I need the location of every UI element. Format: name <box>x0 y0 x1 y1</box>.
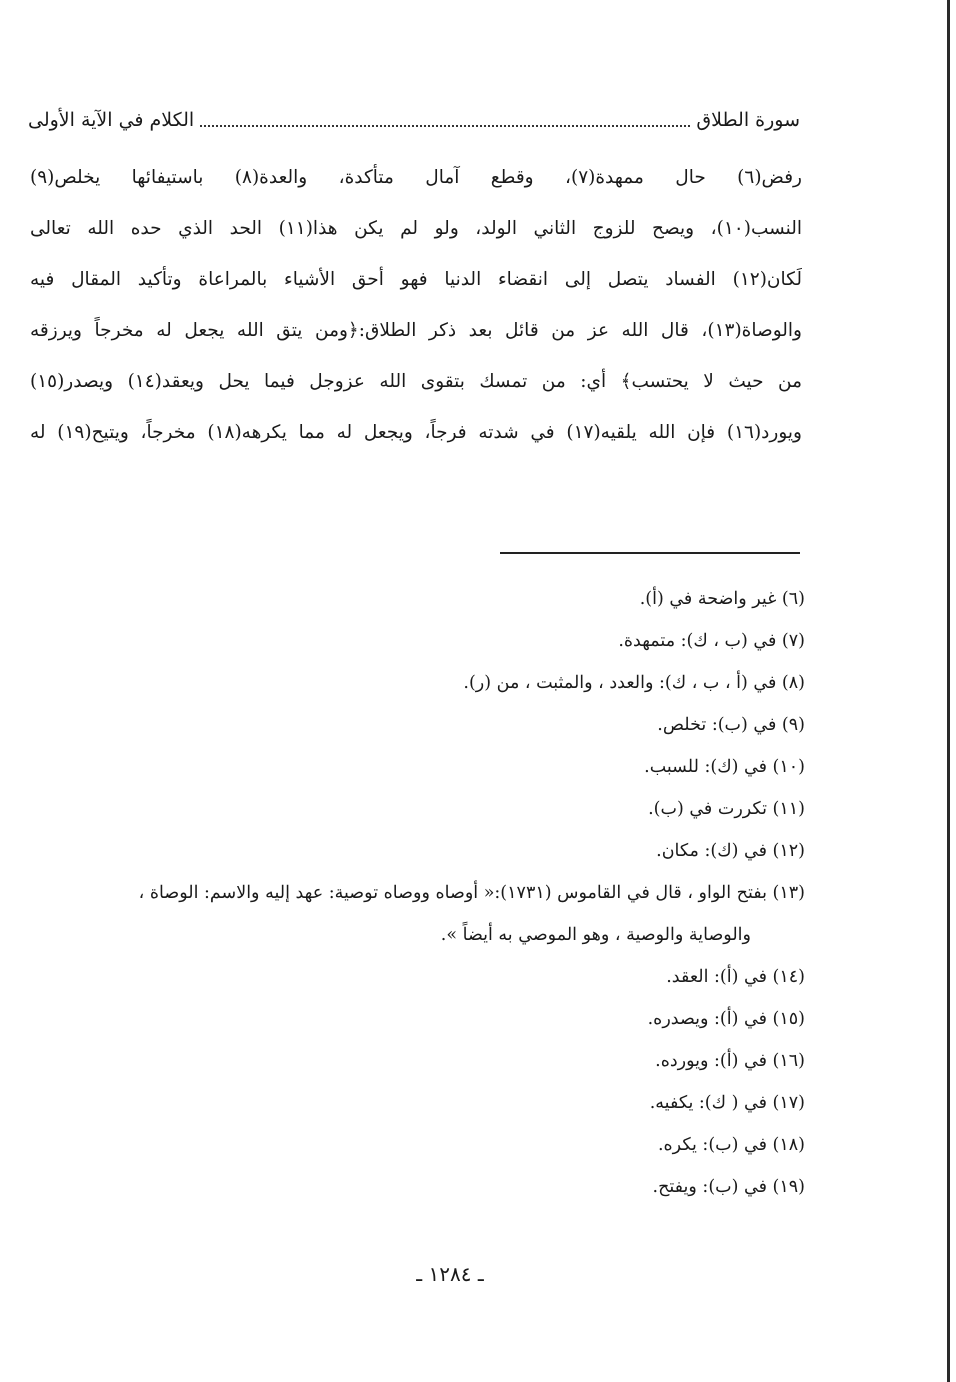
main-text <box>30 152 802 458</box>
footnote: (١٢) في (ك): مكان. <box>656 841 805 861</box>
footnote: (٩) في (ب): تخلص. <box>657 715 805 735</box>
footnote: (٨) في (أ ، ب ، ك): والعدد ، والمثبت ، من (ر). <box>463 673 805 693</box>
footnote: (١٥) في (أ): ويصدره. <box>647 1009 805 1029</box>
text-line: رفض(٦) حال ممهدة(٧)، وقطع آمال متأكدة، والعدة(٨) باستيفائها يخلص(٩) <box>30 167 802 188</box>
header-dot-leader <box>200 125 690 127</box>
footnote: (٦) غير واضحة في (أ). <box>639 589 805 609</box>
footnote: (١٨) في (ب): يكره. <box>657 1135 805 1155</box>
footnote: (٧) في (ب ، ك): متمهدة. <box>618 631 805 651</box>
text-line: والوصاة(١٣)، قال الله عز من قائل بعد ذكر الطلاق:﴿ومن يتق الله يجعل له مخرجاً ويرزقه <box>30 320 802 341</box>
header-topic: الكلام في الآية الأولى <box>28 109 195 131</box>
text-line: من حيث لا يحتسب﴾ أي: من تمسك بتقوى الله عزوجل فيما يحل ويعقد(١٤) ويصدر(١٥) <box>30 371 802 392</box>
footnote: (١٠) في (ك): للسبب. <box>644 757 805 777</box>
footnote: (١٧) في ( ك): يكفيه. <box>649 1093 805 1113</box>
footnote: (١١) تكررت في (ب). <box>648 799 805 819</box>
footnote: (١٣) بفتح الواو ، قال في القاموس (١٧٣١):« أوصاه ووصاه توصية: عهد إليه والاسم: الوصاة ، <box>138 883 805 903</box>
running-header <box>28 100 800 140</box>
footnote: (١٦) في (أ): ويورده. <box>655 1051 805 1071</box>
text-line: النسب(١٠)، ويصح للزوج الثاني الولد، ولو لم يكن هذا(١١) الحد الذي حده الله تعالى <box>30 218 802 239</box>
footnote-continuation-text: والوصاية والوصية ، وهو الموصي به أيضاً ». <box>440 925 751 945</box>
footnotes <box>30 578 805 1208</box>
text-line: لَكان(١٢) الفساد يتصل إلى انقضاء الدنيا فهو أحق الأشياء بالمراعاة وتأكيد المقال فيه <box>30 269 802 290</box>
header-surah-name: سورة الطلاق <box>696 109 800 131</box>
footnote-separator <box>500 552 800 554</box>
text-line: ويورد(١٦) فإن الله يلقيه(١٧) في شدته فرجاً، ويجعل له مما يكرهه(١٨) مخرجاً، ويتيح(١٩) له <box>30 422 802 443</box>
page-number: ـ ١٢٨٤ ـ <box>416 1262 484 1286</box>
footnote-continuation <box>30 914 805 956</box>
page-edge <box>947 0 950 1382</box>
footnote: (١٤) في (أ): العقد. <box>666 967 805 987</box>
footnote: (١٩) في (ب): ويفتح. <box>652 1177 805 1197</box>
